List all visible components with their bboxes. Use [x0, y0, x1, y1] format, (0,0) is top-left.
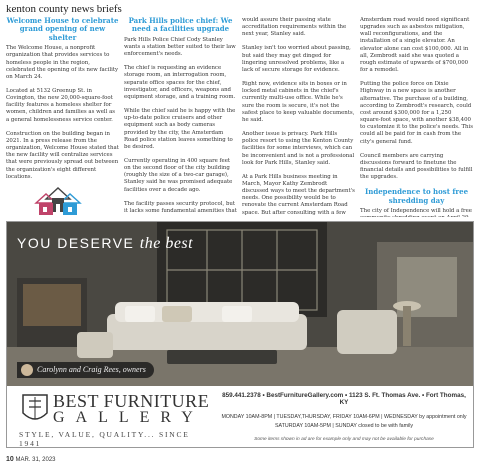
house-logo-icon	[6, 183, 106, 217]
best-furniture-logo[interactable]	[19, 391, 215, 448]
brand-line-2: GALLERY	[53, 409, 204, 426]
welcome-house-logo	[6, 183, 106, 217]
contact-line[interactable]: 859.441.2378 • BestFurnitureGallery.com • 1123 S. Ft. Thomas Ave. • Fort Thomas, KY	[222, 392, 466, 406]
ad-headline-plain: YOU DESERVE	[17, 235, 135, 251]
headline-park-hills: Park Hills police chief: We need a facilities upgrade	[128, 17, 233, 34]
column-4	[360, 17, 473, 217]
paragraph: The facility passes security protocol, but it lacks some fundamental amenities that	[124, 200, 237, 214]
paragraph: Park Hills Police Chief Cody Stanley wants a station better suited to their law enforcement's needs.	[124, 36, 236, 58]
paragraph: The Welcome House, a nonprofit organization that provides services to homeless people in the region, celebrated the opening of its new facility on March 24.	[6, 45, 119, 80]
ad-disclaimer: Some items shown in ad are for example only and may not be available for purchase	[254, 437, 434, 442]
paragraph: The chief is requesting an evidence storage room, an interrogation room, separate office spaces for the chief, investigator, and officers, weapons and equipment storage, and a training room.	[124, 65, 236, 100]
paragraph: Stanley isn't too worried about passing, but said they may get dinged for lingering unresolved problems, like a lack of secure storage for evidence.	[242, 45, 351, 73]
paragraph: would assure their passing state accreditation requirements within the next year, Stanley said.	[242, 17, 347, 38]
column-2	[124, 17, 237, 217]
paragraph: Putting the police force on Dixie Highway in a new space is another alternative. The purchase of a building, according to Zembrodt's research, could cost around $300,000 for a 1,250 square-foot space, with another $38,400 to customize it to the police's needs. This could all be paid for in cash from the city's general fund.	[360, 81, 473, 145]
issue-date: MAR. 31, 2023	[15, 457, 56, 463]
paragraph: Construction on the building began in 2021. In a press release from the organization, Welcome House stated that the new facility will centralize services that were previously spread out between the organization's eight different locations.	[6, 130, 119, 180]
article-columns	[6, 17, 474, 217]
paragraph: Right now, evidence sits in boxes or in locked metal cabinets in the chief's currently multi-use office. While he's sure the room is secure, it's not the safest place to keep valuable documents, he said.	[242, 81, 355, 123]
ad-headline-script: the best	[139, 235, 194, 252]
brand-tagline: STYLE, VALUE, QUALITY... SINCE 1941	[19, 430, 190, 448]
page-number: 10	[6, 456, 14, 463]
paragraph: At a Park Hills business meeting in March, Mayor Kathy Zembrodt discussed ways to meet the department's needs. One possibility would be to renovate the current Amsterdam Road space. But after consulting with a few	[242, 173, 355, 216]
headline-welcome-house: Welcome House to celebrate grand opening of new shelter	[6, 17, 119, 42]
column-1	[6, 17, 119, 217]
ad-headline	[17, 235, 193, 253]
paragraph: Council members are carrying discussions forward to finetune the financial details and possibilities to fulfill the upgrades.	[360, 152, 473, 181]
paragraph: Another issue is privacy. Park Hills police resort to using the Kenton County facilities for some interviews, which can be inconvenient and is not a professional look for Park Hills, Stanley said.	[242, 131, 355, 166]
headline-shredding: Independence to host free shredding day	[364, 187, 469, 205]
paragraph: While the chief said he is happy with the up-to-date police cruisers and other equipment such as body cameras provided by the city, the Amsterdam Road police station leaves something to be desired.	[124, 108, 236, 150]
owners-caption: Carolynn and Craig Rees, owners	[17, 362, 154, 378]
brand-line-1: BEST FURNITURE	[53, 391, 210, 411]
furniture-advertisement[interactable]	[6, 221, 474, 448]
hours-line-2: SATURDAY 10AM-5PM | SUNDAY closed to be with family	[274, 423, 414, 429]
page-folio	[6, 456, 56, 463]
column-3	[242, 17, 355, 217]
emblem-icon	[19, 391, 51, 427]
section-title: kenton county news briefs	[6, 3, 122, 15]
paragraph: Located at 5132 Greenup St. in Covington, the new 20,000-square-foot facility features a homeless shelter for women, children and families as well as a general homelessness service center.	[6, 88, 116, 123]
paragraph: The city of Independence will hold a free	[360, 208, 472, 215]
showroom-photo	[7, 222, 473, 386]
paragraph: Currently operating in 400 square feet on the second floor of the city building (roughly the size of a two-car garage), Stanley said he was promised adequate facilities over a decade ago.	[124, 158, 233, 193]
paragraph: Amsterdam road would need significant upgrades such as asbestos mitigation, wall reconfigurations, and the installation of a single elevator. An elevator alone can cost $100,000. All in all, Zembrodt said she was quoted a rough estimate of upwards of $700,000 for a remodel.	[360, 17, 470, 74]
hours-line-1: MONDAY 10AM-8PM | TUESDAY,THURSDAY, FRIDAY 10AM-6PM | WEDNESDAY by appointment only	[221, 414, 467, 420]
store-info	[221, 392, 467, 442]
ad-footer	[7, 386, 473, 448]
